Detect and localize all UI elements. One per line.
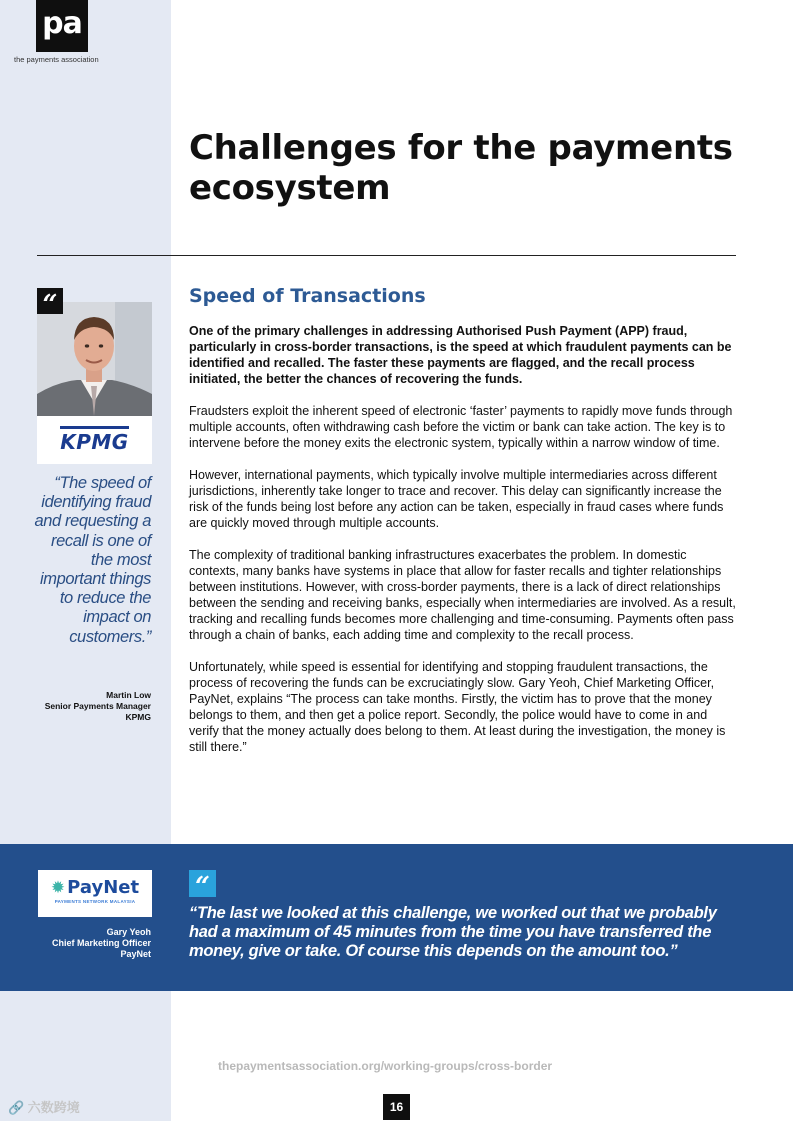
watermark: 🔗 六数跨境 [8, 1100, 80, 1115]
article-body [189, 323, 737, 771]
paynet-logo-box [38, 870, 152, 917]
attribution-company: KPMG [125, 712, 151, 722]
lead-paragraph: One of the primary challenges in addressing Authorised Push Payment (APP) fraud, particularly in cross-border transactions, is the speed at which fraudulent payments can be identified and recalled. The faster these payments are flagged, and the recall process initiated, the better the chances of recovering the funds. [189, 324, 732, 386]
sidebar-pull-quote: “The speed of identifying fraud and requesting a recall is one of the most important things to reduce the impact on customers.” [34, 474, 151, 646]
banner-attribution-name: Gary Yeoh [106, 927, 151, 937]
sidebar-attribution [20, 690, 151, 723]
page-number: 16 [383, 1094, 410, 1120]
body-paragraph: However, international payments, which typically involve multiple intermediaries across different jurisdictions, inherently take longer to trace and recover. This delay can significantly increase the risk of the funds being lost before any action can be taken, especially in fraud cases where funds are quickly moved through multiple accounts. [189, 468, 724, 530]
attribution-role: Senior Payments Manager [44, 701, 151, 711]
page-title: Challenges for the payments ecosystem [189, 128, 733, 208]
title-divider [37, 255, 736, 256]
paynet-logo [38, 877, 152, 898]
body-paragraph: Fraudsters exploit the inherent speed of electronic ‘faster’ payments to rapidly move funds through multiple accounts, often withdrawing cash before the victim or bank can take action. The key is to intervene before the money exits the electronic system, typically within a narrow window of time. [189, 404, 733, 450]
paynet-logo-text: PayNet [67, 877, 140, 898]
kpmg-logo-box [37, 416, 152, 464]
logo-tagline: the payments association [14, 55, 99, 64]
paynet-logo-subtitle: PAYMENTS NETWORK MALAYSIA [54, 899, 136, 904]
footer-url-link[interactable]: thepaymentsassociation.org/working-groups/cross-border [218, 1059, 553, 1073]
banner-quote-mark-icon: “ [189, 870, 216, 897]
body-paragraph: The complexity of traditional banking infrastructures exacerbates the problem. In domestic contexts, many banks have systems in place that allow for faster recalls and tighter relationships between institutions. However, with cross-border payments, there is a lack of direct relationships between the sending and receiving banks, especially when intermediaries are involved. As a result, tracking and recalling funds becomes more challenging and time-consuming. Payments often pass through a chain of banks, each adding time and complexity to the recall process. [189, 548, 736, 642]
kpmg-logo: KPMG [60, 426, 128, 454]
banner-attribution-role: Chief Marketing Officer [51, 938, 151, 948]
section-heading: Speed of Transactions [189, 285, 426, 307]
banner-attribution-company: PayNet [120, 949, 151, 959]
banner-quote: “The last we looked at this challenge, we worked out that we probably had a maximum of 45 minutes from the time you have transferred the money, give or take. Of course this depends on the amount too.” [189, 904, 717, 960]
body-paragraph: Unfortunately, while speed is essential for identifying and stopping fraudulent transactions, the process of recovering the funds can be excruciatingly slow. Gary Yeoh, Chief Marketing Officer, PayNet, explains “The process can take months. Firstly, the victim has to prove that the money belongs to them, and then get a police report. Secondly, the police would have to come in and verify that the money actually does belong to them. At least during the investigation, the money is still there.” [189, 660, 726, 754]
quote-mark-icon: “ [37, 288, 63, 314]
paynet-star-icon: ✹ [50, 878, 66, 898]
pa-logo: pa [36, 0, 88, 52]
attribution-name: Martin Low [106, 690, 151, 700]
banner-attribution [20, 927, 151, 960]
